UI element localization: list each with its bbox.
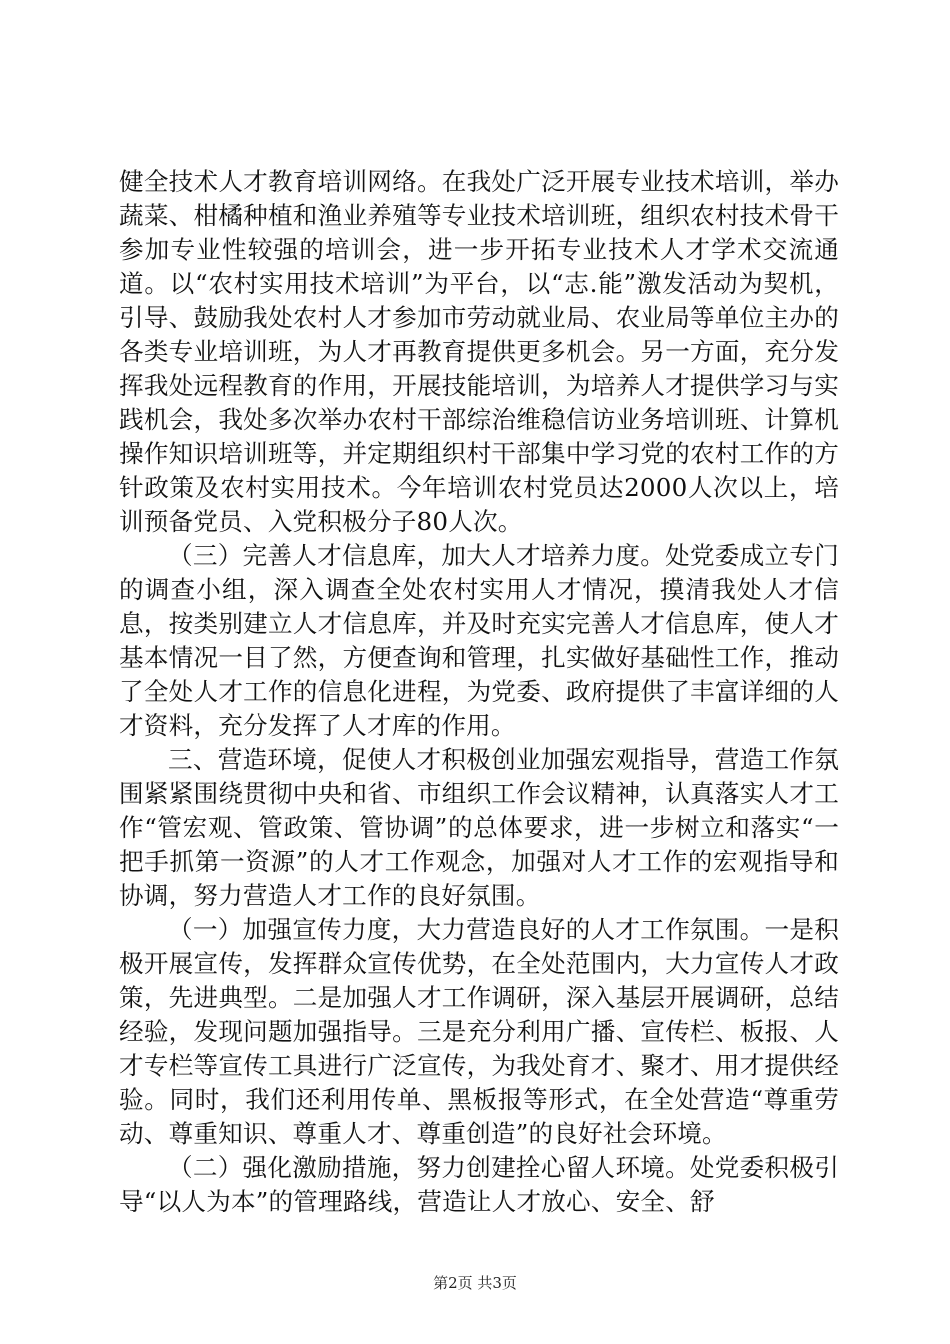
page-number-footer: 第2页 共3页 — [433, 1274, 517, 1292]
paragraph-section-three-environment: 三、营造环境，促使人才积极创业加强宏观指导，营造工作氛围紧紧围绕贯彻中央和省、市组织工作会议精神，认真落实人才工作“管宏观、管政策、管协调”的总体要求，进一步树立和落实“一把手抓第一资源”的人才工作观念，加强对人才工作的宏观指导和协调，努力营造人才工作的良好氛围。 — [119, 745, 839, 910]
paragraph-talent-database: （三）完善人才信息库，加大人才培养力度。处党委成立专门的调查小组，深入调查全处农村实用人才情况，摸清我处人才信息，按类别建立人才信息库，并及时充实完善人才信息库，使人才基本情况一目了然，方便查询和管理，扎实做好基础性工作，推动了全处人才工作的信息化进程，为党委、政府提供了丰富详细的人才资料，充分发挥了人才库的作用。 — [119, 541, 839, 740]
paragraph-incentive-measures: （二）强化激励措施，努力创建拴心留人环境。处党委积极引导“以人为本”的管理路线，营造让人才放心、安全、舒 — [119, 1153, 839, 1216]
paragraph-publicity: （一）加强宣传力度，大力营造良好的人才工作氛围。一是积极开展宣传，发挥群众宣传优势，在全处范围内，大力宣传人才政策，先进典型。二是加强人才工作调研，深入基层开展调研，总结经验，发现问题加强指导。三是充分利用广播、宣传栏、板报、人才专栏等宣传工具进行广泛宣传，为我处育才、聚才、用才提供经验。同时，我们还利用传单、黑板报等形式，在全处营造“尊重劳动、尊重知识、尊重人才、尊重创造”的良好社会环境。 — [119, 915, 839, 1148]
paragraph-talent-training-network: 健全技术人才教育培训网络。在我处广泛开展专业技术培训，举办蔬菜、柑橘种植和渔业养殖等专业技术培训班，组织农村技术骨干参加专业性较强的培训会，进一步开拓专业技术人才学术交流通道。以“农村实用技术培训”为平台，以“志.能”激发活动为契机，引导、鼓励我处农村人才参加市劳动就业局、农业局等单位主办的各类专业培训班，为人才再教育提供更多机会。另一方面，充分发挥我处远程教育的作用，开展技能培训，为培养人才提供学习与实践机会，我处多次举办农村干部综治维稳信访业务培训班、计算机操作知识培训班等，并定期组织村干部集中学习党的农村工作的方针政策及农村实用技术。今年培训农村党员达2000人次以上，培训预备党员、入党积极分子80人次。 — [119, 167, 839, 536]
document-body — [119, 165, 839, 1219]
